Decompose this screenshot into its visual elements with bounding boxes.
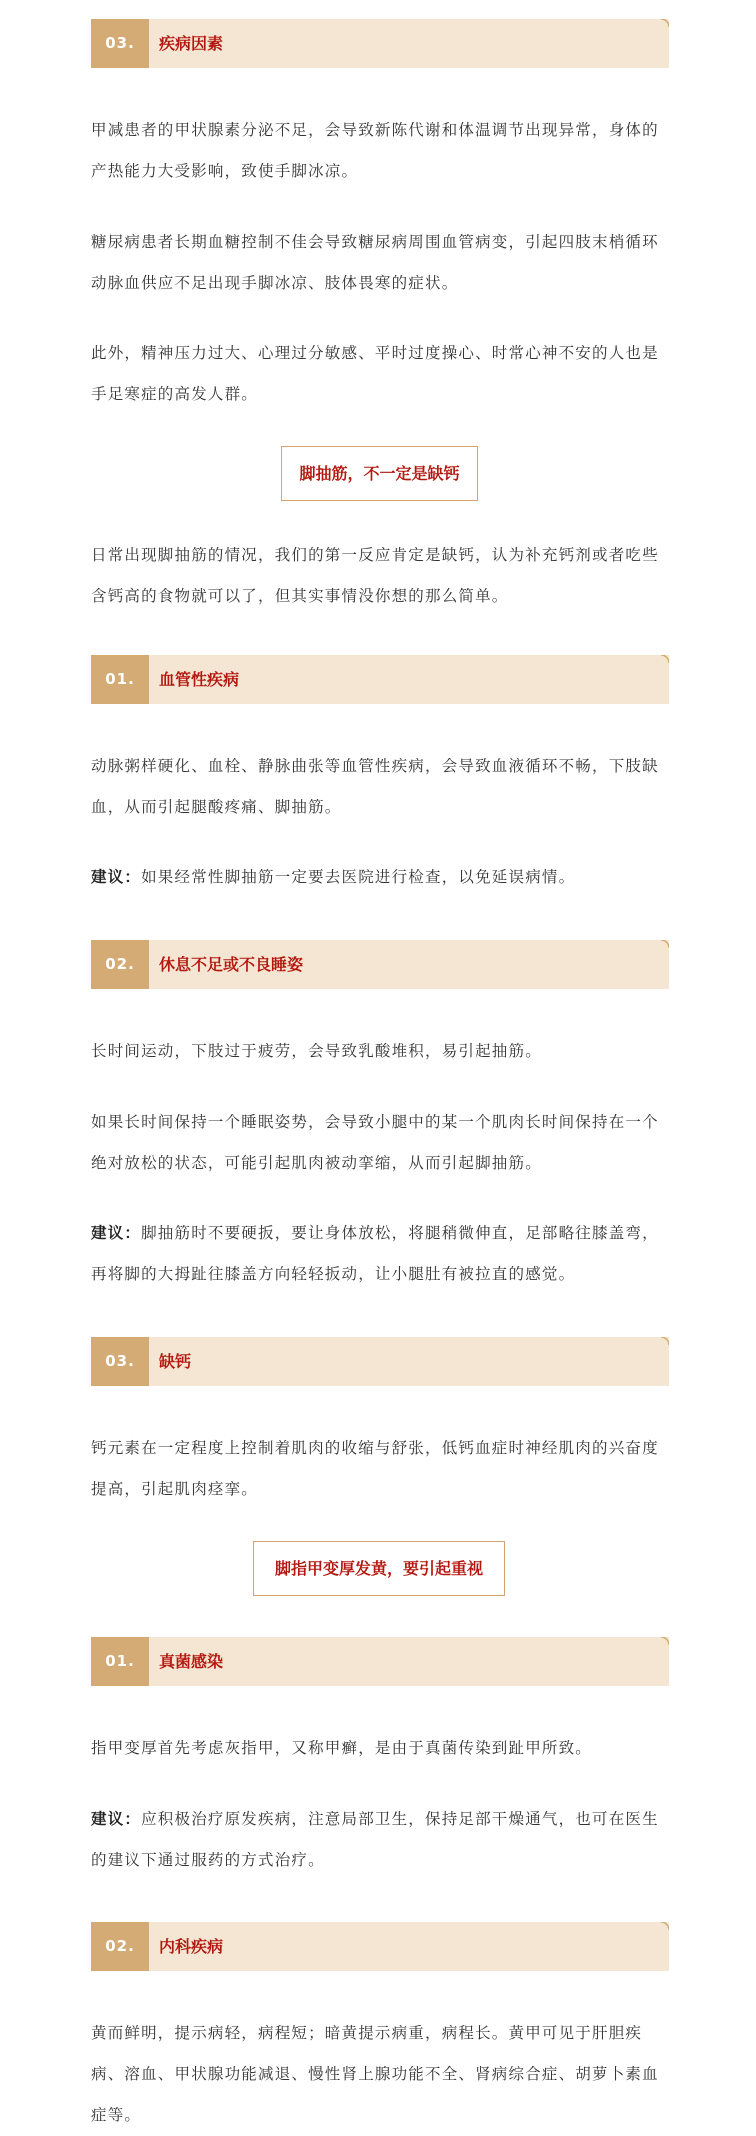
section-header-internal-disease (91, 1922, 669, 1971)
corner-curl-icon (659, 1922, 669, 1932)
paragraph: 动脉粥样硬化、血栓、静脉曲张等血管性疾病，会导致血液循环不畅，下肢缺血，从而引起腿酸疼痛、脚抽筋。 (91, 757, 659, 816)
paragraph: 糖尿病患者长期血糖控制不佳会导致糖尿病周围血管病变，引起四肢末梢循环动脉血供应不足出现手脚冰凉、肢体畏寒的症状。 (91, 233, 659, 292)
section-title: 真菌感染 (159, 1652, 224, 1671)
section-number: 02. (91, 1922, 149, 1971)
section-title: 缺钙 (159, 1352, 192, 1371)
corner-curl-icon (659, 655, 669, 665)
advice-paragraph (91, 1799, 671, 1881)
paragraph: 钙元素在一定程度上控制着肌肉的收缩与舒张，低钙血症时神经肌肉的兴奋度提高，引起肌肉痉挛。 (91, 1439, 659, 1498)
advice-label: 建议： (91, 1810, 142, 1828)
advice-label: 建议： (91, 1224, 142, 1242)
subheading-box-leg-cramp: 脚抽筋，不一定是缺钙 (281, 446, 478, 501)
advice-text: 脚抽筋时不要硬扳，要让身体放松，将腿稍微伸直，足部略往膝盖弯，再将脚的大拇趾往膝盖方向轻轻扳动，让小腿肚有被拉直的感觉。 (91, 1224, 659, 1283)
section-number: 02. (91, 940, 149, 989)
section-title: 休息不足或不良睡姿 (159, 955, 304, 974)
paragraph: 黄而鲜明，提示病轻，病程短；暗黄提示病重，病程长。黄甲可见于肝胆疾病、溶血、甲状腺功能减退、慢性肾上腺功能不全、肾病综合症、胡萝卜素血症等。 (91, 2024, 659, 2124)
advice-label: 建议： (91, 868, 142, 886)
advice-text: 应积极治疗原发疾病，注意局部卫生，保持足部干燥通气，也可在医生的建议下通过服药的方式治疗。 (91, 1810, 659, 1869)
subheading-box-toenail: 脚指甲变厚发黄，要引起重视 (253, 1541, 505, 1596)
paragraph: 此外，精神压力过大、心理过分敏感、平时过度操心、时常心神不安的人也是手足寒症的高发人群。 (91, 344, 659, 403)
paragraph: 长时间运动，下肢过于疲劳，会导致乳酸堆积，易引起抽筋。 (91, 1042, 542, 1060)
section-header-rest-posture (91, 940, 669, 989)
paragraph: 日常出现脚抽筋的情况，我们的第一反应肯定是缺钙，认为补充钙剂或者吃些含钙高的食物就可以了，但其实事情没你想的那么简单。 (91, 546, 659, 605)
section-number: 01. (91, 655, 149, 704)
corner-curl-icon (659, 1637, 669, 1647)
advice-text: 如果经常性脚抽筋一定要去医院进行检查，以免延误病情。 (141, 868, 576, 886)
section-header-disease-factors (91, 19, 669, 68)
section-number: 03. (91, 19, 149, 68)
section-header-vascular-disease (91, 655, 669, 704)
advice-paragraph (91, 1213, 671, 1295)
section-title: 疾病因素 (159, 34, 224, 53)
paragraph: 甲减患者的甲状腺素分泌不足，会导致新陈代谢和体温调节出现异常，身体的产热能力大受影响，致使手脚冰凉。 (91, 121, 659, 180)
paragraph: 指甲变厚首先考虑灰指甲，又称甲癣，是由于真菌传染到趾甲所致。 (91, 1739, 593, 1757)
section-title: 血管性疾病 (159, 670, 240, 689)
section-header-fungal-infection (91, 1637, 669, 1686)
section-title: 内科疾病 (159, 1937, 224, 1956)
advice-paragraph (91, 857, 671, 898)
corner-curl-icon (659, 19, 669, 29)
section-header-calcium-deficiency (91, 1337, 669, 1386)
section-number: 01. (91, 1637, 149, 1686)
corner-curl-icon (659, 940, 669, 950)
section-number: 03. (91, 1337, 149, 1386)
corner-curl-icon (659, 1337, 669, 1347)
paragraph: 如果长时间保持一个睡眠姿势，会导致小腿中的某一个肌肉长时间保持在一个绝对放松的状态，可能引起肌肉被动挛缩，从而引起脚抽筋。 (91, 1113, 659, 1172)
